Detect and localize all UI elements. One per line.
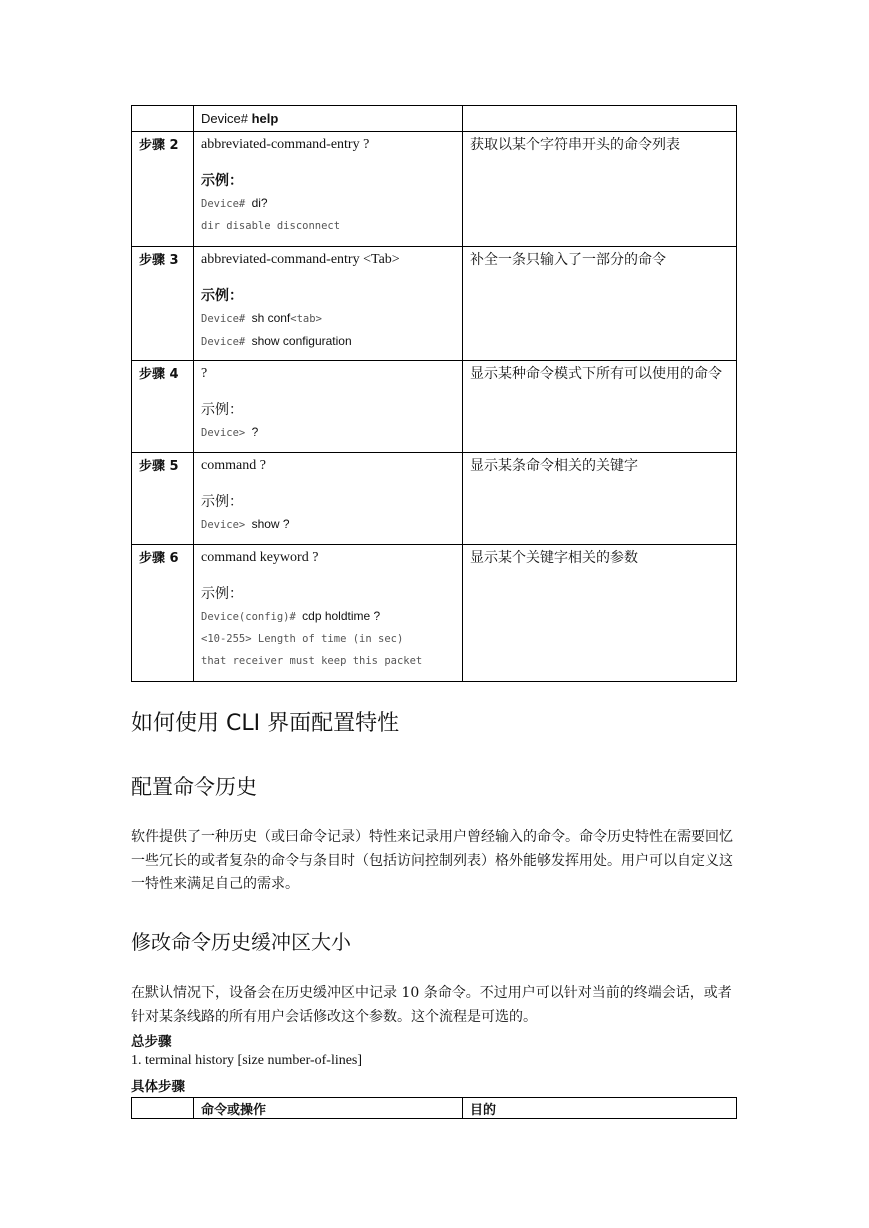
command-syntax: command ? (201, 458, 266, 473)
table-body (132, 132, 737, 682)
example-line (201, 330, 455, 353)
example-line (201, 628, 455, 650)
example-input: show configuration (251, 334, 352, 348)
heading-cli-config: 如何使用 CLI 界面配置特性 (131, 711, 400, 736)
example-input: show ? (251, 517, 290, 531)
purpose-description: 获取以某个字符串开头的命令列表 (463, 132, 737, 247)
table-header-row (132, 1098, 737, 1119)
table-row (132, 453, 737, 545)
example-prompt: dir disable disconnect (201, 220, 341, 232)
command-cell (194, 106, 463, 132)
paragraph-buffer-size: 在默认情况下，设备会在历史缓冲区中记录 10 条命令。不过用户可以针对当前的终端会话，或者针对某条线路的所有用户会话修改这个参数。这个流程是可选的。 (131, 985, 732, 1025)
header-purpose-cell: 目的 (463, 1098, 737, 1119)
purpose-description: 显示某种命令模式下所有可以使用的命令 (463, 361, 737, 453)
table-row (132, 361, 737, 453)
example-input: sh conf (251, 311, 291, 325)
command-syntax: abbreviated-command-entry <Tab> (201, 252, 400, 267)
command-cell (194, 361, 463, 453)
header-step-cell (132, 1098, 194, 1119)
step-cell (132, 106, 194, 132)
prompt-text: Device# (201, 111, 252, 126)
example-label: 示例： (201, 586, 243, 602)
example-input: cdp holdtime ? (302, 609, 381, 623)
example-suffix: <tab> (290, 313, 322, 325)
example-prompt: Device# (201, 313, 252, 325)
steps-table-container (131, 105, 737, 682)
step-number: 步骤 4 (132, 361, 194, 453)
example-prompt: Device# (201, 198, 252, 210)
summary-steps-label: 总步骤 (131, 1034, 172, 1050)
example-input: di? (251, 196, 268, 210)
table-row (132, 545, 737, 682)
example-label: 示例： (201, 173, 243, 189)
command-syntax: abbreviated-command-entry ? (201, 137, 370, 152)
header-command-cell: 命令或操作 (194, 1098, 463, 1119)
example-label: 示例： (201, 402, 243, 418)
step-number: 步骤 6 (132, 545, 194, 682)
example-line (201, 650, 455, 672)
command-syntax: ? (201, 366, 208, 381)
example-prompt: Device> (201, 519, 252, 531)
step-number: 步骤 5 (132, 453, 194, 545)
example-input: ? (251, 425, 259, 439)
purpose-description: 显示某条命令相关的关键字 (463, 453, 737, 545)
summary-step-1: 1. terminal history [size number-of-lines] (131, 1053, 363, 1068)
command-cell (194, 132, 463, 247)
example-line (201, 307, 455, 330)
example-prompt: Device(config)# (201, 611, 303, 623)
purpose-description: 显示某个关键字相关的参数 (463, 545, 737, 682)
step-number: 步骤 3 (132, 247, 194, 361)
command-cell (194, 545, 463, 682)
table-row (132, 132, 737, 247)
detail-steps-label: 具体步骤 (131, 1079, 185, 1095)
command-cell (194, 247, 463, 361)
example-prompt: Device# (201, 336, 252, 348)
command-syntax: command keyword ? (201, 550, 319, 565)
example-prompt: Device> (201, 427, 252, 439)
example-line (201, 215, 455, 237)
example-prompt: that receiver must keep this packet (201, 655, 423, 667)
step-number: 步骤 2 (132, 132, 194, 247)
example-label: 示例： (201, 494, 243, 510)
heading-buffer-size: 修改命令历史缓冲区大小 (131, 930, 351, 954)
example-prompt: <10-255> Length of time (in sec) (201, 633, 404, 645)
heading-command-history: 配置命令历史 (131, 775, 257, 799)
example-line (201, 605, 455, 628)
example-line (201, 421, 455, 444)
purpose-description: 补全一条只输入了一部分的命令 (463, 247, 737, 361)
table-row (132, 106, 737, 132)
table-row (132, 247, 737, 361)
paragraph-history-intro: 软件提供了一种历史（或曰命令记录）特性来记录用户曾经输入的命令。命令历史特性在需要回忆一些冗长的或者复杂的命令与条目时（包括访问控制列表）格外能够发挥用处。用户可以自定义这一特性来满足自己的需求。 (131, 829, 733, 892)
steps-table (131, 105, 737, 682)
command-cell (194, 453, 463, 545)
detail-steps-table (131, 1097, 737, 1119)
example-label: 示例： (201, 288, 243, 304)
example-line (201, 192, 455, 215)
purpose-cell (463, 106, 737, 132)
command-keyword: help (251, 111, 279, 126)
example-line (201, 513, 455, 536)
